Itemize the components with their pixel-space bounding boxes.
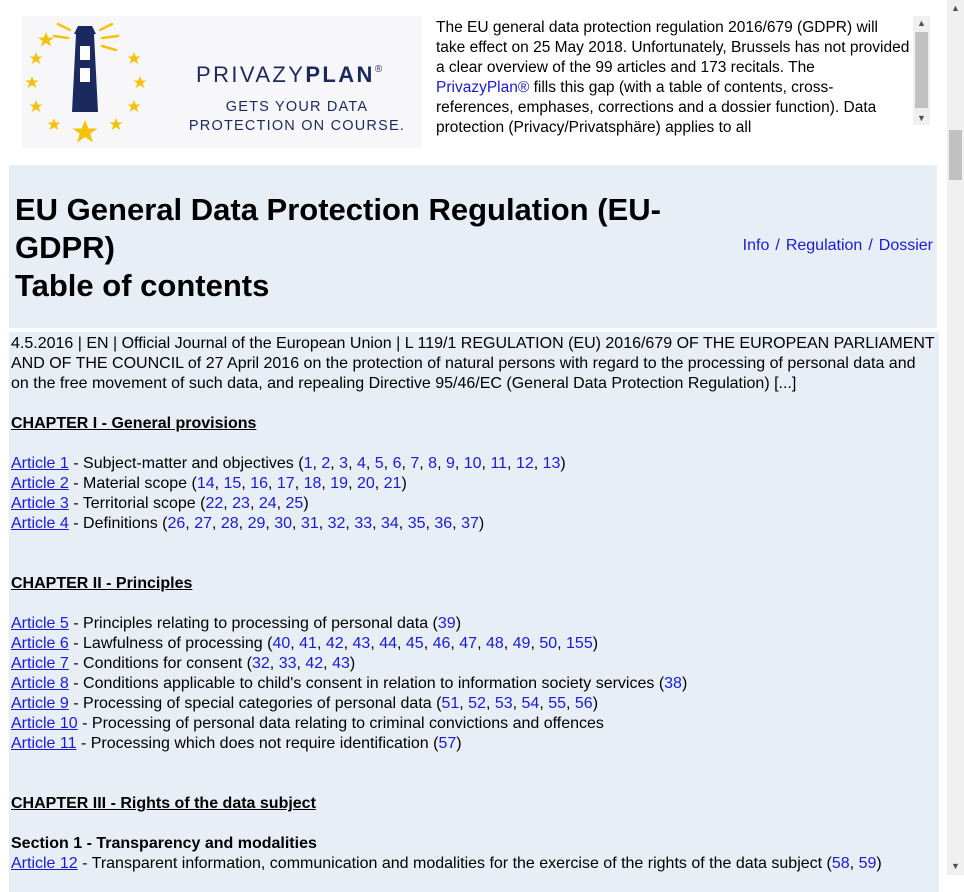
page-title bbox=[15, 191, 705, 305]
spacer bbox=[11, 434, 937, 454]
article-title: Processing which does not require identification bbox=[90, 735, 429, 752]
intro-text-after: fills this gap (with a table of contents, cross-references, emphases, corrections and a dossier function). Data protection (Privacy/Privatsphäre) applies to all bbox=[436, 79, 877, 136]
article-description: - Conditions for consent bbox=[68, 655, 243, 672]
article-row bbox=[11, 674, 937, 694]
recital-link[interactable]: 22 bbox=[205, 495, 224, 512]
article-title: Transparent information, communication and modalities for the exercise of the rights of the data subject bbox=[91, 855, 823, 872]
page-scroll-up-arrow-icon[interactable]: ▲ bbox=[951, 3, 960, 13]
recital-link[interactable]: 59 bbox=[858, 855, 877, 872]
intro-text-before: The EU general data protection regulation 2016/679 (GDPR) will take effect on 25 May 2018. Unfortunately, Brussels has not provided a clear overview of the 99 articles and 173 recitals. The bbox=[436, 19, 910, 76]
article-link[interactable]: Article 5 bbox=[11, 615, 69, 632]
recital-list: (58, 59) bbox=[822, 855, 882, 872]
recital-link[interactable]: 9 bbox=[445, 455, 455, 472]
recital-link[interactable]: 5 bbox=[374, 455, 384, 472]
intro-text-box bbox=[436, 18, 910, 136]
article-row bbox=[11, 714, 937, 734]
recital-link[interactable]: 50 bbox=[539, 635, 558, 652]
recital-link[interactable]: 36 bbox=[434, 515, 453, 532]
recital-link[interactable]: 15 bbox=[223, 475, 242, 492]
recital-link[interactable]: 4 bbox=[356, 455, 366, 472]
article-link[interactable]: Article 2 bbox=[11, 475, 69, 492]
article-title: Processing of personal data relating to criminal convictions and offences bbox=[91, 715, 604, 732]
recital-link[interactable]: 57 bbox=[438, 735, 457, 752]
recital-link[interactable]: 17 bbox=[276, 475, 295, 492]
article-row bbox=[11, 694, 937, 714]
privazyplan-link[interactable]: PrivazyPlan® bbox=[436, 79, 530, 96]
page-scrollbar-thumb[interactable] bbox=[949, 130, 962, 180]
recital-link[interactable]: 44 bbox=[379, 635, 397, 652]
recital-link[interactable]: 20 bbox=[356, 475, 375, 492]
recital-link[interactable]: 41 bbox=[299, 635, 317, 652]
recital-list: (39) bbox=[428, 615, 462, 632]
recital-link[interactable]: 10 bbox=[463, 455, 482, 472]
article-link[interactable]: Article 7 bbox=[11, 655, 69, 672]
recital-link[interactable]: 43 bbox=[332, 655, 350, 672]
recital-link[interactable]: 30 bbox=[274, 515, 293, 532]
nav-dossier-link[interactable]: Dossier bbox=[878, 237, 933, 254]
recital-link[interactable]: 23 bbox=[232, 495, 250, 512]
chapter-heading: CHAPTER I - General provisions bbox=[11, 415, 257, 432]
scroll-down-arrow-icon[interactable]: ▼ bbox=[917, 113, 926, 123]
recital-link[interactable]: 26 bbox=[167, 515, 186, 532]
recital-list: (51, 52, 53, 54, 55, 56) bbox=[431, 695, 599, 712]
nav-regulation-link[interactable]: Regulation bbox=[785, 237, 863, 254]
recital-link[interactable]: 33 bbox=[354, 515, 373, 532]
article-title: Territorial scope bbox=[82, 495, 196, 512]
recital-link[interactable]: 28 bbox=[220, 515, 239, 532]
recital-link[interactable]: 13 bbox=[542, 455, 561, 472]
recital-link[interactable]: 40 bbox=[272, 635, 291, 652]
recital-link[interactable]: 45 bbox=[405, 635, 424, 652]
title-panel bbox=[9, 165, 937, 328]
page-title-line1: EU General Data Protection Regulation (EU-GDPR) bbox=[15, 192, 661, 265]
recital-link[interactable]: 21 bbox=[383, 475, 402, 492]
nav-info-link[interactable]: Info bbox=[742, 237, 770, 254]
privazyplan-banner[interactable] bbox=[22, 16, 422, 148]
article-link[interactable]: Article 8 bbox=[11, 675, 69, 692]
article-description: - Material scope bbox=[68, 475, 188, 492]
page-title-line2: Table of contents bbox=[15, 268, 270, 303]
recital-link[interactable]: 48 bbox=[485, 635, 504, 652]
recital-link[interactable]: 32 bbox=[327, 515, 346, 532]
recital-link[interactable]: 39 bbox=[437, 615, 456, 632]
article-description: - Transparent information, communication and modalities for the exercise of the rights of the data subject bbox=[77, 855, 823, 872]
recital-link[interactable]: 7 bbox=[410, 455, 420, 472]
article-link[interactable]: Article 9 bbox=[11, 695, 69, 712]
chapter-heading: CHAPTER II - Principles bbox=[11, 575, 193, 592]
recital-link[interactable]: 58 bbox=[831, 855, 850, 872]
article-row bbox=[11, 514, 937, 534]
spacer bbox=[11, 534, 937, 574]
recital-link[interactable]: 46 bbox=[432, 635, 451, 652]
article-row bbox=[11, 734, 937, 754]
article-link[interactable]: Article 11 bbox=[11, 735, 77, 752]
recital-link[interactable]: 43 bbox=[352, 635, 371, 652]
recital-link[interactable]: 35 bbox=[407, 515, 426, 532]
brand-name: PRIVAZYPLAN® bbox=[196, 62, 383, 87]
recital-link[interactable]: 51 bbox=[441, 695, 460, 712]
intro-scrollbar-thumb[interactable] bbox=[915, 32, 928, 108]
article-row bbox=[11, 634, 937, 654]
article-title: Conditions applicable to child's consent in relation to information society services bbox=[83, 675, 655, 692]
section-heading: Section 1 - Transparency and modalities bbox=[11, 835, 317, 852]
article-description: - Subject-matter and objectives bbox=[68, 455, 294, 472]
recital-link[interactable]: 55 bbox=[548, 695, 566, 712]
article-title: Lawfulness of processing bbox=[83, 635, 263, 652]
recital-link[interactable]: 56 bbox=[574, 695, 593, 712]
scroll-up-arrow-icon[interactable]: ▲ bbox=[917, 18, 926, 28]
recital-link[interactable]: 27 bbox=[194, 515, 212, 532]
chapter-heading: CHAPTER III - Rights of the data subject bbox=[11, 795, 316, 812]
spacer bbox=[11, 594, 937, 614]
official-journal-intro: 4.5.2016 | EN | Official Journal of the European Union | L 119/1 REGULATION (EU) 2016/679 OF THE EUROPEAN PARLIAMENT AND OF THE COUNCIL of 27 April 2016 on the protection of natural persons with regard to the processing of personal data and on the free movement of such data, and repealing Directive 95/46/EC (General Data Protection Regulation) [...] bbox=[11, 335, 935, 392]
recital-link[interactable]: 25 bbox=[285, 495, 304, 512]
recital-link[interactable]: 14 bbox=[196, 475, 215, 492]
article-description: - Processing of personal data relating to criminal convictions and offences bbox=[77, 715, 604, 732]
article-row bbox=[11, 474, 937, 494]
recital-link[interactable]: 49 bbox=[512, 635, 531, 652]
spacer bbox=[11, 754, 937, 794]
article-link[interactable]: Article 1 bbox=[11, 455, 69, 472]
recital-list: (40, 41, 42, 43, 44, 45, 46, 47, 48, 49, 50, 155) bbox=[262, 635, 599, 652]
recital-link[interactable]: 29 bbox=[247, 515, 266, 532]
recital-link[interactable]: 6 bbox=[392, 455, 402, 472]
nav-separator: / bbox=[775, 237, 780, 254]
recital-link[interactable]: 33 bbox=[278, 655, 297, 672]
recital-link[interactable]: 31 bbox=[300, 515, 319, 532]
recital-link[interactable]: 2 bbox=[321, 455, 331, 472]
recital-link[interactable]: 18 bbox=[303, 475, 322, 492]
recital-link[interactable]: 34 bbox=[381, 515, 399, 532]
article-link[interactable]: Article 12 bbox=[11, 855, 78, 872]
recital-link[interactable]: 1 bbox=[303, 455, 313, 472]
recital-list: (1, 2, 3, 4, 5, 6, 7, 8, 9, 10, 11, 12, 13) bbox=[293, 455, 566, 472]
article-description: - Principles relating to processing of personal data bbox=[68, 615, 429, 632]
article-title: Processing of special categories of personal data bbox=[83, 695, 432, 712]
intro-scrollbar[interactable] bbox=[913, 16, 930, 125]
article-row bbox=[11, 454, 937, 474]
recital-link[interactable]: 52 bbox=[468, 695, 486, 712]
spacer bbox=[11, 814, 937, 834]
recital-link[interactable]: 53 bbox=[494, 695, 513, 712]
recital-link[interactable]: 16 bbox=[250, 475, 269, 492]
recital-list: (38) bbox=[654, 675, 688, 692]
recital-link[interactable]: 24 bbox=[258, 495, 277, 512]
article-description: - Lawfulness of processing bbox=[68, 635, 263, 652]
recital-link[interactable]: 32 bbox=[252, 655, 270, 672]
article-title: Principles relating to processing of personal data bbox=[83, 615, 429, 632]
article-row bbox=[11, 494, 937, 514]
brand-tagline: GETS YOUR DATA PROTECTION ON COURSE. bbox=[188, 99, 406, 134]
chapter-list bbox=[11, 394, 937, 874]
recital-link[interactable]: 54 bbox=[521, 695, 540, 712]
recital-link[interactable]: 3 bbox=[339, 455, 349, 472]
page-scrollbar[interactable] bbox=[947, 0, 964, 875]
article-link[interactable]: Article 4 bbox=[11, 515, 69, 532]
recital-list: (14, 15, 16, 17, 18, 19, 20, 21) bbox=[187, 475, 407, 492]
article-description: - Conditions applicable to child's consent in relation to information society services bbox=[68, 675, 655, 692]
recital-link[interactable]: 19 bbox=[330, 475, 349, 492]
table-of-contents bbox=[9, 332, 939, 892]
recital-link[interactable]: 8 bbox=[428, 455, 438, 472]
recital-link[interactable]: 42 bbox=[305, 655, 324, 672]
article-title: Conditions for consent bbox=[83, 655, 243, 672]
article-description: - Processing which does not require identification bbox=[76, 735, 429, 752]
recital-link[interactable]: 47 bbox=[459, 635, 478, 652]
article-description: - Processing of special categories of personal data bbox=[68, 695, 432, 712]
article-link[interactable]: Article 10 bbox=[11, 715, 78, 732]
recital-link[interactable]: 37 bbox=[461, 515, 479, 532]
recital-list: (32, 33, 42, 43) bbox=[242, 655, 356, 672]
recital-link[interactable]: 155 bbox=[566, 635, 593, 652]
recital-link[interactable]: 38 bbox=[664, 675, 682, 692]
article-title: Material scope bbox=[83, 475, 188, 492]
article-title: Definitions bbox=[83, 515, 158, 532]
recital-list: (26, 27, 28, 29, 30, 31, 32, 33, 34, 35, 36, 37) bbox=[157, 515, 485, 532]
article-row bbox=[11, 614, 937, 634]
recital-list: (22, 23, 24, 25) bbox=[195, 495, 309, 512]
recital-link[interactable]: 11 bbox=[490, 455, 508, 472]
article-description: - Territorial scope bbox=[68, 495, 196, 512]
article-title: Subject-matter and objectives bbox=[83, 455, 294, 472]
article-link[interactable]: Article 6 bbox=[11, 635, 69, 652]
lighthouse-with-eu-stars-icon bbox=[22, 16, 172, 148]
article-link[interactable]: Article 3 bbox=[11, 495, 69, 512]
nav-separator: / bbox=[868, 237, 873, 254]
recital-link[interactable]: 12 bbox=[515, 455, 534, 472]
spacer bbox=[11, 394, 937, 414]
page-scroll-down-arrow-icon[interactable]: ▼ bbox=[951, 861, 960, 871]
article-row bbox=[11, 854, 937, 874]
recital-link[interactable]: 42 bbox=[325, 635, 344, 652]
recital-list: (57) bbox=[428, 735, 462, 752]
article-row bbox=[11, 654, 937, 674]
top-nav bbox=[743, 237, 933, 255]
article-description: - Definitions bbox=[68, 515, 158, 532]
